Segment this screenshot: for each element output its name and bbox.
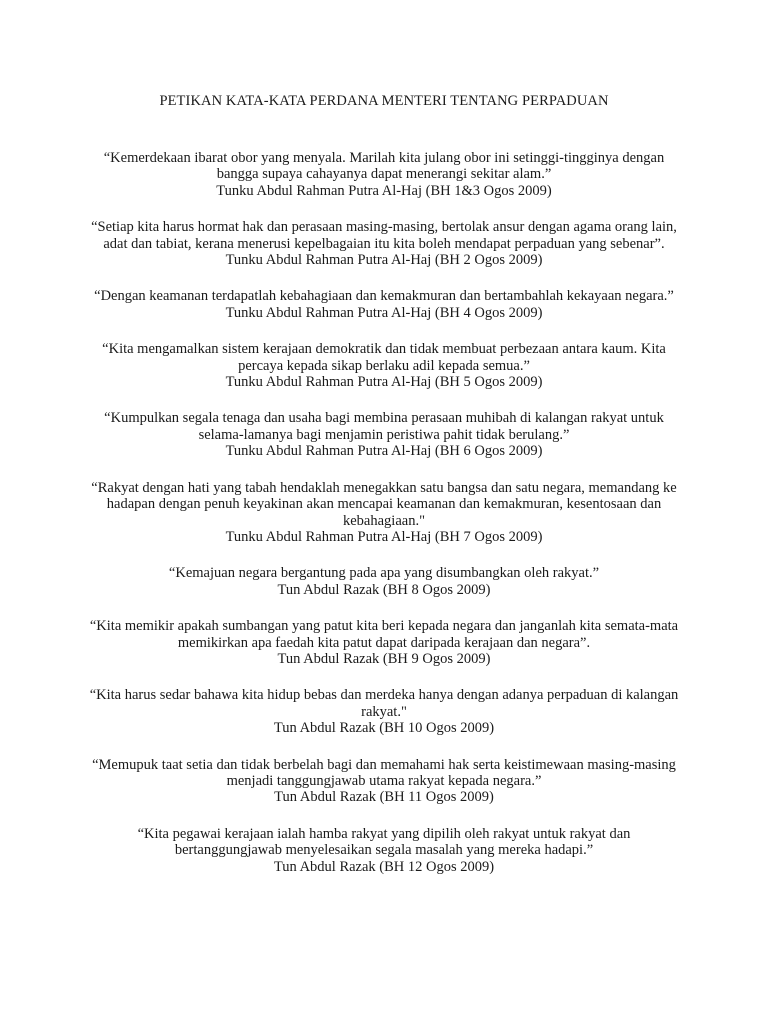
quote-text: “Rakyat dengan hati yang tabah hendaklah menegakkan satu bangsa dan satu negara, memandang ke hadapan dengan penuh keyakinan akan mencapai keamanan dan kemakmuran, kesentosaan dan kebahagiaan." bbox=[91, 479, 677, 529]
quote-text: “Kita harus sedar bahawa kita hidup bebas dan merdeka hanya dengan adanya perpaduan di kalangan rakyat." bbox=[89, 687, 679, 720]
quote-text: “Kemajuan negara bergantung pada apa yang disumbangkan oleh rakyat.” bbox=[168, 565, 600, 582]
quote-attribution: Tun Abdul Razak (BH 8 Ogos 2009) bbox=[277, 581, 491, 598]
quote-text: “Dengan keamanan terdapatlah kebahagiaan dan kemakmuran dan bertambahlah kekayaan negara.” bbox=[94, 288, 674, 305]
quote-item bbox=[84, 687, 684, 736]
quote-attribution: Tun Abdul Razak (BH 9 Ogos 2009) bbox=[277, 650, 491, 667]
quote-text: “Kemerdekaan ibarat obor yang menyala. Marilah kita julang obor ini setinggi-tingginya dengan bangga supaya cahayanya dapat menerangi sekitar alam.” bbox=[103, 150, 665, 183]
quote-attribution: Tun Abdul Razak (BH 11 Ogos 2009) bbox=[274, 789, 494, 806]
quote-item bbox=[84, 826, 684, 875]
quote-list bbox=[84, 150, 684, 895]
quote-item bbox=[84, 150, 684, 199]
quote-item bbox=[84, 410, 684, 459]
quote-attribution: Tunku Abdul Rahman Putra Al-Haj (BH 1&3 Ogos 2009) bbox=[216, 182, 552, 199]
quote-text: “Kita mengamalkan sistem kerajaan demokratik dan tidak membuat perbezaan antara kaum. Kita percaya kepada sikap berlaku adil kepada semua.” bbox=[102, 341, 666, 374]
quote-attribution: Tunku Abdul Rahman Putra Al-Haj (BH 5 Ogos 2009) bbox=[225, 374, 543, 391]
quote-text: “Setiap kita harus hormat hak dan perasaan masing-masing, bertolak ansur dengan agama orang lain, adat dan tabiat, kerana menerusi kepelbagaian itu kita boleh mendapat perpaduan yang sebenar”. bbox=[91, 219, 677, 252]
quote-attribution: Tunku Abdul Rahman Putra Al-Haj (BH 4 Ogos 2009) bbox=[225, 304, 543, 321]
quote-item bbox=[84, 757, 684, 806]
quote-item bbox=[84, 341, 684, 390]
quote-text: “Kumpulkan segala tenaga dan usaha bagi membina perasaan muhibah di kalangan rakyat untuk selama-lamanya bagi menjamin peristiwa pahit tidak berulang.” bbox=[104, 410, 664, 443]
quote-text: “Memupuk taat setia dan tidak berbelah bagi dan memahami hak serta keistimewaan masing-masing menjadi tanggungjawab utama rakyat kepada negara.” bbox=[92, 756, 676, 789]
quote-item bbox=[84, 288, 684, 321]
quote-item bbox=[84, 618, 684, 667]
quote-item bbox=[84, 565, 684, 598]
quote-attribution: Tunku Abdul Rahman Putra Al-Haj (BH 2 Ogos 2009) bbox=[225, 252, 543, 269]
quote-item bbox=[84, 219, 684, 268]
quote-item bbox=[84, 480, 684, 546]
quote-attribution: Tun Abdul Razak (BH 10 Ogos 2009) bbox=[273, 720, 495, 737]
quote-attribution: Tun Abdul Razak (BH 12 Ogos 2009) bbox=[273, 858, 495, 875]
quote-text: “Kita pegawai kerajaan ialah hamba rakyat yang dipilih oleh rakyat untuk rakyat dan bertanggungjawab menyelesaikan segala masalah yang mereka hadapi.” bbox=[137, 825, 631, 859]
page-title: PETIKAN KATA-KATA PERDANA MENTERI TENTANG PERPADUAN bbox=[159, 93, 609, 109]
quote-attribution: Tunku Abdul Rahman Putra Al-Haj (BH 7 Ogos 2009) bbox=[225, 528, 543, 545]
quote-text: “Kita memikir apakah sumbangan yang patut kita beri kepada negara dan janganlah kita semata-mata memikirkan apa faedah kita patut dapat daripada kerajaan dan negara”. bbox=[89, 618, 679, 651]
quote-attribution: Tunku Abdul Rahman Putra Al-Haj (BH 6 Ogos 2009) bbox=[225, 443, 543, 460]
